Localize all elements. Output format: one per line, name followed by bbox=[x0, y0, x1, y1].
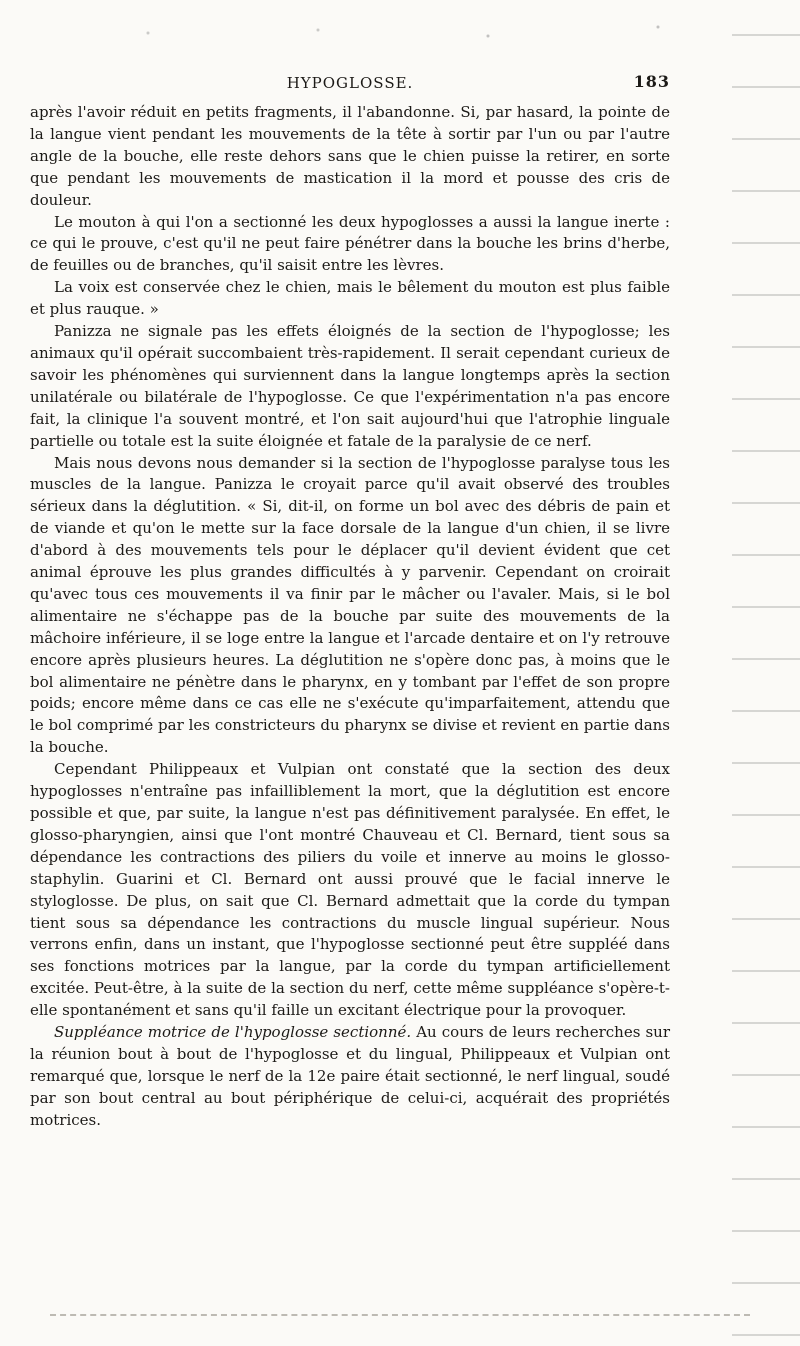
paragraph: Panizza ne signale pas les effets éloignés de la section de l'hypoglosse; les animaux qu'il opérait succombaient très-rapidement. Il serait cependant curieux de savoir les phénomènes qui surviennent dans la langue longtemps après la section unilatérale ou bilatérale de l'hypoglosse. Ce que l'expérimentation n'a pas encore fait, la clinique l'a souvent montré, et l'on sait aujourd'hui que l'atrophie linguale partielle ou totale est la suite éloignée et fatale de la paralysie de ce nerf. bbox=[30, 322, 670, 450]
section-text: Au cours de leurs recherches sur la réunion bout à bout de l'hypoglosse et du lingual, Philippeaux et Vulpian ont remarqué que, lorsque le nerf de la 12e paire était sectionné, le nerf lingual, soudé par son bout central au bout périphérique de celui-ci, acquérait des propriétés motrices. bbox=[30, 1023, 670, 1129]
paragraph: Le mouton à qui l'on a sectionné les deux hypoglosses a aussi la langue inerte : ce qui le prouve, c'est qu'il ne peut faire pénétrer dans la bouche les brins d'herbe, de feuilles ou de branches, qu'il saisit entre les lèvres. bbox=[30, 212, 670, 275]
page-number: 183 bbox=[633, 72, 670, 91]
paragraph: Mais nous devons nous demander si la section de l'hypoglosse paralyse tous les muscles de la langue. Panizza le croyait parce qu'il avait observé des troubles sérieux dans la déglutition. « Si, dit-il, on forme un bol avec des débris de pain et de viande et qu'on le mette sur la face dorsale de la langue d'un chien, il se livre d'abord à des mouvements tels pour le déplacer qu'il devient évident que cet animal éprouve les plus grandes difficultés à y parvenir. Cependant on croirait qu'avec tous ces mouvements il va finir par le mâcher ou l'avaler. Mais, si le bol alimentaire ne s'échappe pas de la bouche par suite des mouvements de la mâchoire inférieure, il se loge entre la langue et l'arcade dentaire et on l'y retrouve encore après plusieurs heures. La déglutition ne s'opère donc pas, à moins que le bol alimentaire ne pénètre dans le pharynx, en y tombant par l'effet de son propre poids; encore même dans ce cas elle ne s'exécute qu'imparfaitement, attendu que le bol comprimé par les constricteurs du pharynx se divise et revient en partie dans la bouche. bbox=[30, 453, 670, 757]
paragraph: La voix est conservée chez le chien, mais le bêlement du mouton est plus faible et plus rauque. » bbox=[30, 278, 670, 319]
body-text bbox=[30, 102, 670, 1132]
bottom-bleed-line bbox=[50, 1314, 750, 1318]
paragraph: Cependant Philippeaux et Vulpian ont constaté que la section des deux hypoglosses n'entraîne pas infailliblement la mort, que la déglutition est encore possible et que, par suite, la langue n'est pas définitivement paralysée. En effet, le glosso-pharyngien, ainsi que l'ont montré Chauveau et Cl. Bernard, tient sous sa dépendance les contractions des piliers du voile et innerve au moins le glosso-staphylin. Guarini et Cl. Bernard ont aussi prouvé que le facial innerve le styloglosse. De plus, on sait que Cl. Bernard admettait que la corde du tympan tient sous sa dépendance les contractions du muscle lingual supérieur. Nous verrons enfin, dans un instant, que l'hypoglosse sectionné peut être suppléé dans ses fonctions motrices par la langue, par la corde du tympan artificiellement excitée. Peut-être, à la suite de la section du nerf, cette même suppléance s'opère-t-elle spontanément et sans qu'il faille un excitant électrique pour la provoquer. bbox=[30, 760, 670, 1020]
page-header bbox=[30, 74, 670, 98]
adjacent-page-bleed bbox=[732, 0, 800, 1346]
scan-noise-top bbox=[80, 18, 760, 48]
paragraph-section bbox=[30, 1022, 670, 1132]
paragraph: après l'avoir réduit en petits fragments, il l'abandonne. Si, par hasard, la pointe de la langue vient pendant les mouvements de la tête à sortir par l'un ou par l'autre angle de la bouche, elle reste dehors sans que le chien puisse la retirer, en sorte que pendant les mouvements de mastication il la mord et pousse des cris de douleur. bbox=[30, 103, 670, 209]
running-title: HYPOGLOSSE. bbox=[286, 74, 414, 92]
section-heading: Suppléance motrice de l'hypoglosse sectionné. bbox=[54, 1023, 412, 1042]
